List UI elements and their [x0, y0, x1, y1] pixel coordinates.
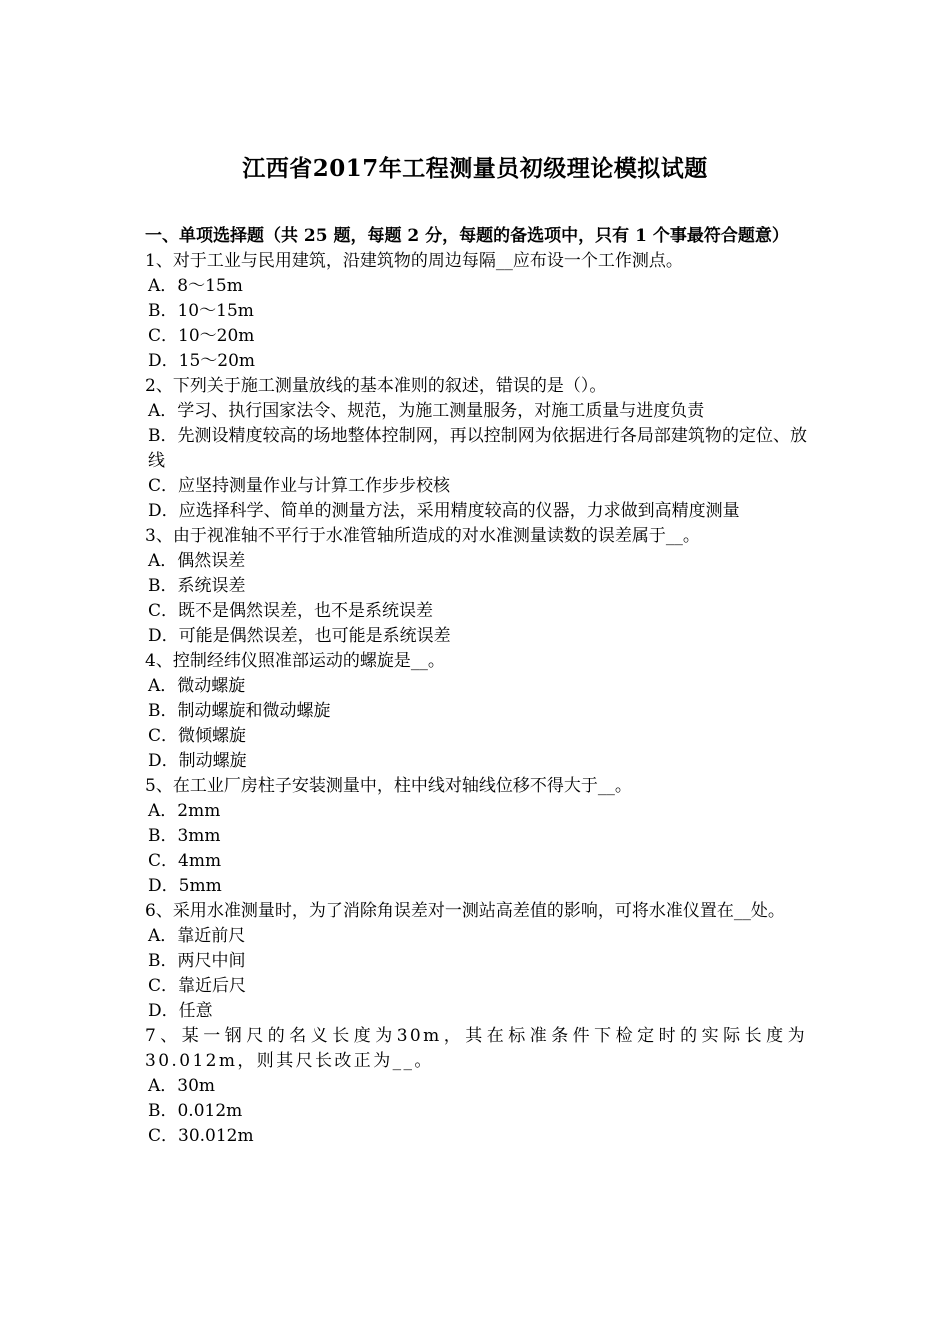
option-a: A．30m [148, 1076, 216, 1096]
question-6 [145, 899, 807, 1024]
option-c: C．10～20m [148, 326, 255, 346]
option-c: C．微倾螺旋 [148, 726, 247, 746]
option-b: B．3mm [148, 826, 221, 846]
option-a: A．学习、执行国家法令、规范，为施工测量服务，对施工质量与进度负责 [148, 401, 705, 421]
option-d: D．任意 [148, 1001, 213, 1021]
option-d: D．可能是偶然误差，也可能是系统误差 [148, 626, 451, 646]
option-a: A．2mm [148, 801, 221, 821]
option-d: D．5mm [148, 876, 222, 896]
option-c: C．既不是偶然误差，也不是系统误差 [148, 601, 434, 621]
option-b: B．0.012m [148, 1101, 243, 1121]
question-stem: 3、由于视准轴不平行于水准管轴所造成的对水准测量读数的误差属于__。 [145, 526, 700, 546]
option-c: C．4mm [148, 851, 222, 871]
document-body [145, 224, 807, 1149]
question-stem: 4、控制经纬仪照准部运动的螺旋是__。 [145, 651, 445, 671]
document-title: 江西省2017年工程测量员初级理论模拟试题 [242, 155, 708, 182]
question-3 [145, 524, 807, 649]
question-stem: 1、对于工业与民用建筑，沿建筑物的周边每隔__应布设一个工作测点。 [145, 251, 683, 271]
option-b: B．10～15m [148, 301, 254, 321]
option-b: B．先测设精度较高的场地整体控制网，再以控制网为依据进行各局部建筑物的定位、放线 [148, 426, 807, 471]
option-d: D．应选择科学、简单的测量方法，采用精度较高的仪器，力求做到高精度测量 [148, 501, 740, 521]
question-stem: 6、采用水准测量时，为了消除角误差对一测站高差值的影响，可将水准仪置在__处。 [145, 901, 785, 921]
option-c: C．30.012m [148, 1126, 254, 1146]
question-4 [145, 649, 807, 774]
option-a: A．8～15m [148, 276, 243, 296]
option-b: B．系统误差 [148, 576, 246, 596]
option-b: B．制动螺旋和微动螺旋 [148, 701, 331, 721]
option-a: A．微动螺旋 [148, 676, 246, 696]
option-d: D．制动螺旋 [148, 751, 247, 771]
question-stem: 7、某一钢尺的名义长度为30m，其在标准条件下检定时的实际长度为30.012m，则其尺长改正为__。 [145, 1026, 807, 1071]
section-heading: 一、单项选择题（共 25 题，每题 2 分，每题的备选项中，只有 1 个事最符合题意） [145, 226, 789, 246]
option-c: C．靠近后尺 [148, 976, 247, 996]
option-a: A．偶然误差 [148, 551, 246, 571]
question-2 [145, 374, 807, 524]
option-a: A．靠近前尺 [148, 926, 246, 946]
question-5 [145, 774, 807, 899]
question-1 [145, 249, 807, 374]
question-7 [145, 1024, 807, 1149]
option-b: B．两尺中间 [148, 951, 246, 971]
question-stem: 5、在工业厂房柱子安装测量中，柱中线对轴线位移不得大于__。 [145, 776, 632, 796]
question-stem: 2、下列关于施工测量放线的基本准则的叙述，错误的是（）。 [145, 376, 607, 396]
option-c: C．应坚持测量作业与计算工作步步校核 [148, 476, 451, 496]
option-d: D．15～20m [148, 351, 256, 371]
